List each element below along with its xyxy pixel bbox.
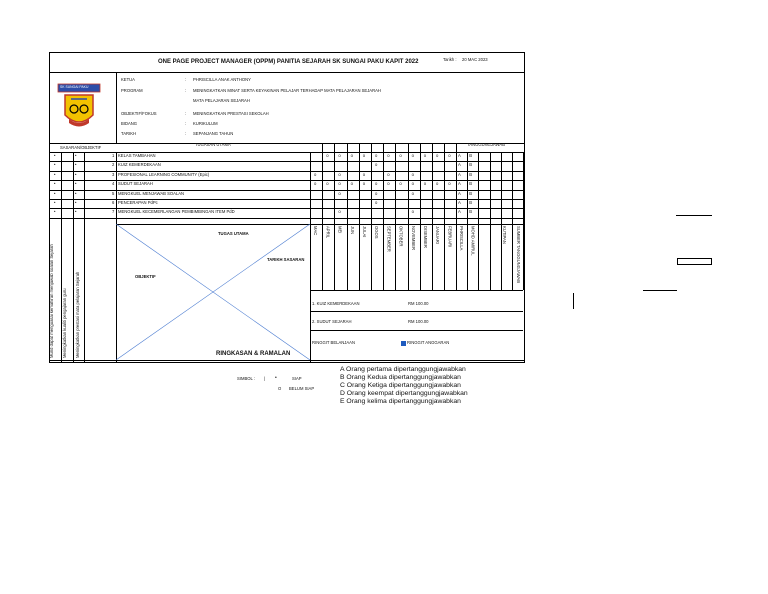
schedule-mark: o: [411, 153, 414, 158]
objective-vertical-3: Meningkatkan prestasi mata pelajaran Sejarah: [75, 271, 80, 358]
month-label: MEI: [337, 226, 343, 234]
responsibility-code: A: [458, 171, 461, 177]
row-bullet: •: [75, 190, 77, 196]
row-bullet: •: [54, 209, 56, 215]
task-name: PROFESIONAL LEARNING COMMUNITY (Epic): [118, 171, 210, 177]
month-label: OKTOBER: [398, 226, 404, 247]
schedule-mark: o: [436, 153, 439, 158]
task-number: 1: [112, 153, 115, 158]
info-value-bidang: KURIKULUM: [193, 121, 218, 126]
schedule-mark: o: [399, 181, 402, 187]
schedule-mark: o: [411, 209, 414, 215]
schedule-mark: o: [338, 209, 341, 215]
responsibility-code: A: [458, 190, 461, 196]
responsibility-code: B: [469, 200, 472, 205]
month-label: FEBRUARI: [447, 226, 453, 248]
row-bullet: •: [75, 162, 77, 168]
month-column-line: [334, 143, 335, 290]
responsibility-code: A: [458, 200, 461, 205]
school-logo: [57, 83, 101, 133]
colon: :: [185, 88, 187, 93]
info-label-tarikh: TARIKH: [121, 131, 137, 136]
colon: :: [185, 77, 187, 82]
task-row-line: [49, 218, 525, 219]
stray-line-2: [643, 290, 677, 291]
row-bullet: •: [54, 162, 56, 168]
cross-objektif: OBJEKTIF: [135, 274, 156, 279]
budget-swatch: [401, 341, 406, 346]
month-column-line: [371, 143, 372, 290]
month-label: DISEMBER: [423, 226, 428, 248]
budget-mid-line: [310, 311, 523, 312]
info-value-tarikh: SEPANJANG TAHUN: [193, 131, 234, 136]
responsibility-code: B: [469, 181, 472, 187]
schedule-mark: o: [338, 171, 341, 177]
budget-item-2-amount: RM 100.00: [408, 319, 429, 324]
row-bullet: •: [75, 171, 77, 177]
schedule-mark: o: [436, 181, 439, 187]
task-name: SUDUT SEJARAH: [118, 181, 153, 187]
info-label-bidang: BIDANG: [121, 121, 138, 126]
row-bullet: •: [54, 200, 56, 205]
logo-divider: [116, 72, 117, 143]
responsibility-code: B: [469, 171, 472, 177]
row-bullet: •: [54, 190, 56, 196]
person-label: PHRISCILLA: [459, 226, 465, 251]
schedule-mark: o: [362, 171, 366, 177]
stray-box: [677, 258, 712, 265]
month-label: MAC: [313, 226, 319, 236]
cross-tarikh-sasaran: TARIKH SASARAN: [267, 257, 305, 262]
schedule-mark: o: [375, 181, 378, 187]
responsibility-code: B: [469, 190, 472, 196]
responsibility-legend: [340, 366, 468, 406]
column-tugasan: TUGASAN UTAMA: [195, 142, 231, 147]
responsibility-code: A: [458, 181, 461, 187]
responsibility-column-line: [523, 152, 524, 290]
month-column-line: [420, 143, 421, 290]
responsibility-code: B: [469, 209, 472, 215]
header-divider: [49, 72, 525, 73]
stray-vertical: [573, 293, 574, 309]
month-column-line: [444, 143, 445, 290]
date-value: 20 MAC 2023: [462, 57, 488, 62]
schedule-mark: o: [350, 153, 353, 158]
stray-line-1: [676, 215, 712, 216]
symbol-done-mark: •: [275, 375, 277, 381]
schedule-mark: o: [338, 181, 341, 187]
month-label: JUN: [349, 226, 355, 235]
schedule-mark: o: [423, 153, 427, 158]
schedule-mark: o: [387, 181, 390, 187]
task-number: 6: [112, 200, 115, 205]
responsibility-column-line: [467, 152, 468, 290]
sumber-label: SUMBER TANGGUNGJAWAB: [516, 226, 522, 284]
colon: :: [185, 121, 187, 126]
legend-b: B Orang Kedua dipertanggungjawabkan: [340, 374, 461, 381]
schedule-mark: o: [387, 171, 390, 177]
row-bullet: •: [75, 200, 77, 205]
page-title: ONE PAGE PROJECT MANAGER (OPPM) PANITIA SEJARAH SK SUNGAI PAKU KAPIT 2022: [158, 59, 419, 65]
task-number: 2: [112, 162, 115, 168]
row-bullet: •: [75, 181, 77, 187]
colon: :: [185, 131, 187, 136]
schedule-mark: o: [326, 153, 329, 158]
schedule-mark: o: [375, 200, 378, 205]
colon: :: [185, 111, 187, 116]
info-value-program-line2: MATA PELAJARAN SEJARAH: [193, 98, 250, 103]
month-label: JULAI: [362, 226, 367, 238]
responsibility-column-line: [501, 152, 502, 290]
legend-c: C Orang Ketiga dipertanggungjawabkan: [340, 382, 461, 389]
kutipan-label: KUTIPAN: [502, 226, 508, 244]
info-label-objektif: OBJEKTIF/FOKUS: [121, 111, 157, 116]
legend-budget: RINGGIT ANGGARAN: [407, 340, 450, 345]
row-bullet: •: [54, 171, 56, 177]
schedule-mark: o: [411, 190, 414, 196]
row-bullet: •: [75, 209, 77, 215]
month-column-line: [322, 143, 323, 290]
info-value-program: MENINGKATKAN MINAT SERTA KEYAKINAN PELAJAR TERHADAP MATA PELAJARAN SEJARAH: [193, 88, 381, 93]
cross-tugas-utama: TUGAS UTAMA: [218, 231, 249, 236]
month-column-line: [432, 143, 433, 290]
symbol-not-mark: O: [278, 386, 282, 391]
budget-item-1-name: 1. KUIZ KEMERDEKAAN: [312, 301, 360, 306]
schedule-mark: o: [448, 153, 451, 158]
schedule-mark: o: [362, 153, 366, 158]
task-number: 4: [112, 181, 115, 187]
person-label: MOHD AMIRUL: [470, 226, 476, 256]
task-name: KUIZ KEMERDEKAAN: [118, 162, 161, 168]
schedule-mark: o: [338, 190, 341, 196]
schedule-mark: o: [314, 181, 317, 187]
symbol-not-text: BELUM SIAP: [289, 386, 315, 391]
schedule-mark: o: [387, 153, 390, 158]
info-label-ketua: KETUA: [121, 77, 135, 82]
summary-line: [49, 360, 525, 361]
schedule-mark: o: [314, 171, 317, 177]
responsibility-code: B: [469, 153, 472, 158]
task-name: MENGKUEL MENJAWAB SOALAN: [118, 190, 185, 196]
task-name: MENGKUEL KECEMERLANGAN PEMBIMBINGAN ITEM PdD: [118, 209, 235, 215]
row-bullet: •: [75, 153, 77, 158]
month-label: OGOS: [374, 226, 380, 239]
responsibility-code: A: [458, 162, 461, 168]
schedule-mark: o: [375, 190, 378, 196]
schedule-mark: o: [399, 153, 402, 158]
row-bullet: •: [54, 153, 56, 158]
month-column-line: [383, 143, 384, 290]
task-number: 5: [112, 190, 115, 196]
responsibility-code: A: [458, 153, 461, 158]
schedule-mark: o: [350, 181, 353, 187]
month-column-line: [347, 143, 348, 290]
row-bullet: •: [54, 181, 56, 187]
symbol-label: SIMBOL :: [237, 376, 255, 381]
objective-column-line: [84, 152, 85, 363]
school-crest-icon: [57, 83, 101, 133]
responsibility-column-line: [478, 152, 479, 290]
cross-lines: [116, 224, 310, 360]
legend-a: A Orang pertama dipertanggungjawabkan: [340, 366, 466, 373]
logo-top-text: SK SUNGAI PAKU: [60, 85, 89, 89]
symbol-done-text: SIAP: [292, 376, 302, 381]
info-label-program: PROGRAM: [121, 88, 143, 93]
schedule-mark: o: [338, 153, 341, 158]
schedule-mark: o: [411, 181, 414, 187]
schedule-mark: o: [375, 162, 378, 168]
legend-spent: RINGGIT BELANJAAN: [312, 340, 355, 345]
task-name: PENCERAPAN PdPc: [118, 200, 158, 205]
info-value-objektif: MENINGKATKAN PRESTASI SEKOLAH: [193, 111, 269, 116]
budget-item-2-name: 2. SUDUT SEJARAH: [312, 319, 352, 324]
month-column-line: [408, 143, 409, 290]
responsibility-code: A: [458, 209, 461, 215]
task-number: 3: [112, 171, 115, 177]
task-number: 7: [112, 209, 115, 215]
task-name: KELAS TAMBAHAN: [118, 153, 156, 158]
task-column-right: [310, 152, 311, 363]
month-label: APRIL: [325, 226, 331, 239]
column-tanggung: TANGGUNGJAWAB: [467, 142, 505, 147]
budget-lower-line: [310, 330, 523, 331]
objective-column-line: [73, 152, 77, 363]
responsibility-column-line: [490, 152, 491, 290]
date-label: Tarikh :: [443, 57, 457, 62]
schedule-mark: o: [448, 181, 451, 187]
legend-d: D Orang keempat dipertanggungjawabkan: [340, 390, 468, 397]
schedule-mark: o: [423, 181, 427, 187]
objective-vertical-2: Meningkatkan kualiti pengajaran guru: [62, 288, 67, 358]
budget-item-1-amount: RM 100.00: [408, 301, 429, 306]
responsibility-column-line: [512, 152, 513, 290]
legend-e: E Orang kelima dipertanggungjawabkan: [340, 398, 461, 405]
month-column-line: [359, 143, 360, 290]
schedule-mark: o: [326, 181, 329, 187]
month-label: SEPTEMBER: [386, 226, 392, 252]
schedule-mark: o: [411, 171, 414, 177]
budget-top-line: [310, 290, 523, 291]
month-label: NOVEMBER: [410, 226, 416, 250]
schedule-mark: o: [362, 181, 366, 187]
column-header-top: [49, 143, 525, 144]
schedule-mark: o: [375, 153, 378, 158]
objective-vertical-1: Murid dapat menguasai kemahiran menjawab soalan Sejarah: [49, 244, 54, 358]
month-column-line: [395, 143, 396, 290]
month-label: JANUARI: [435, 226, 441, 244]
info-value-ketua: PHRISCILLA ANAK ANTHONY: [193, 77, 251, 82]
column-sasaran: SASARAN/OBJEKTIF: [60, 145, 102, 150]
responsibility-code: B: [469, 162, 472, 168]
summary-title: RINGKASAN & RAMALAN: [216, 351, 291, 357]
month-column-line: [456, 143, 457, 290]
symbol-bar: |: [264, 376, 266, 381]
